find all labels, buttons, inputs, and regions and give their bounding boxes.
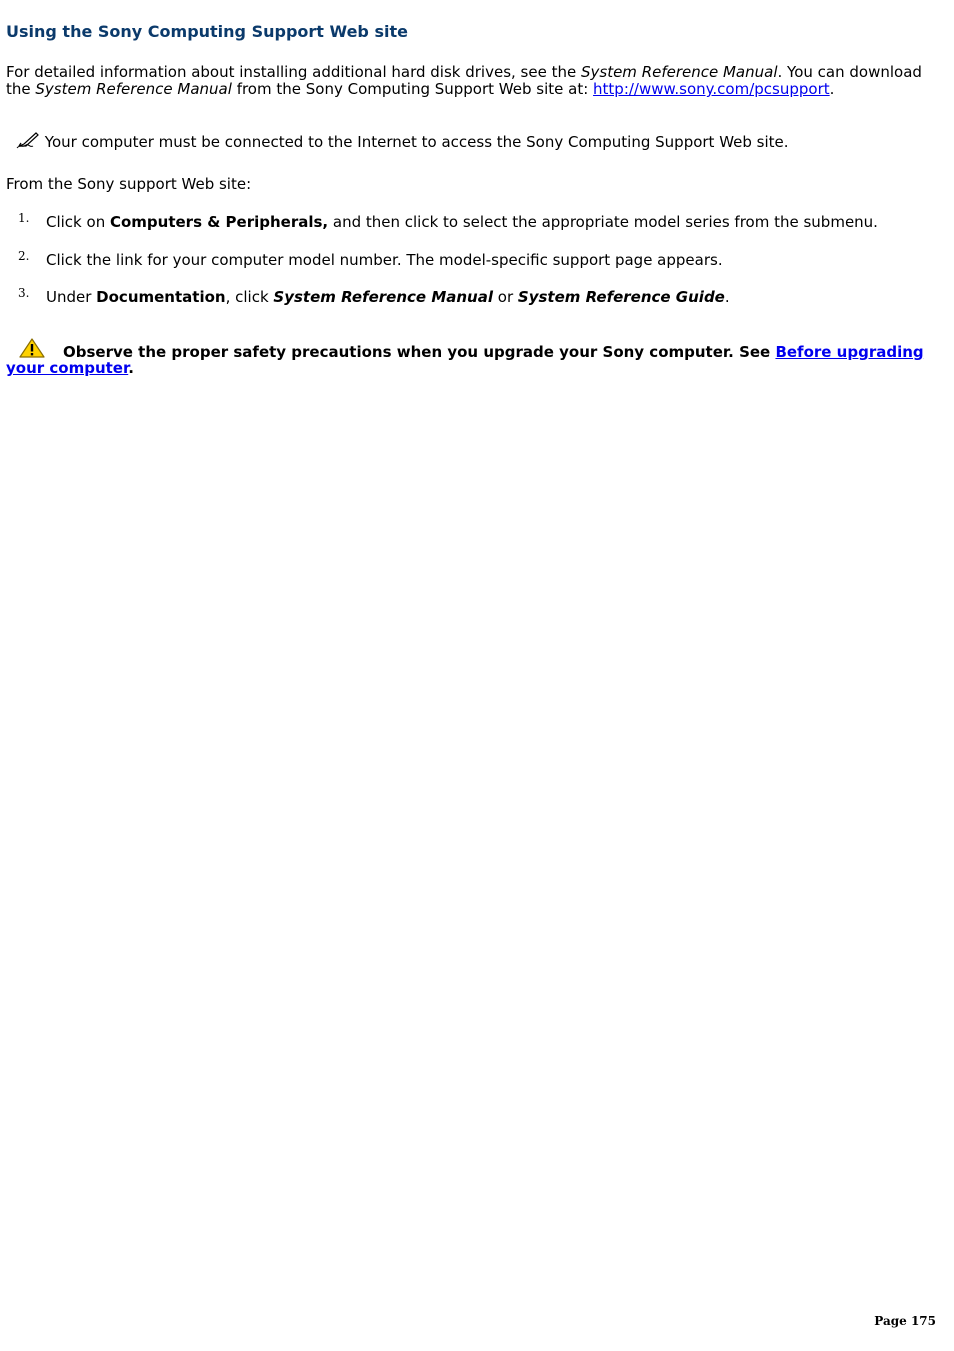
list-item: [6, 250, 936, 288]
warning-end: .: [128, 359, 134, 377]
note-pencil-icon: [16, 131, 40, 149]
intro-text-2: . You can download the: [6, 63, 922, 98]
note: [16, 131, 936, 151]
intro-text-4: .: [829, 80, 835, 98]
list-item: [6, 287, 936, 325]
steps-list: [6, 212, 936, 325]
system-reference-guide-label: System Reference Guide: [517, 288, 725, 306]
intro-text-1: For detailed information about installing additional hard disk drives, see the: [6, 63, 581, 81]
documentation-label: Documentation: [96, 288, 226, 306]
from-support-site-text: From the Sony support Web site:: [6, 175, 252, 193]
step-text: [46, 214, 878, 231]
page-title: Using the Sony Computing Support Web site: [6, 22, 408, 41]
system-reference-manual-label: System Reference Manual: [273, 288, 493, 306]
step-number: 3.: [18, 286, 30, 300]
intro-paragraph: [6, 64, 936, 98]
support-url-link[interactable]: http://www.sony.com/pcsupport: [593, 80, 830, 98]
step-text-part: Click on: [46, 213, 110, 231]
step-text: [46, 289, 730, 306]
warning-text: Observe the proper safety precautions when you upgrade your Sony computer. See: [63, 343, 776, 361]
step-text-part: and then click to select the appropriate model series from the submenu.: [328, 213, 878, 231]
before-upgrading-link[interactable]: Before upgrading your computer: [6, 343, 924, 377]
note-text: Your computer must be connected to the Internet to access the Sony Computing Support Web site.: [44, 133, 789, 151]
manual-name-2: System Reference Manual: [35, 80, 232, 98]
step-text-part: or: [493, 288, 518, 306]
step-text-part: .: [724, 288, 730, 306]
manual-name-1: System Reference Manual: [580, 63, 778, 81]
list-item: [6, 212, 936, 250]
step-text: Click the link for your computer model number. The model-specific support page appears.: [46, 250, 723, 269]
step-text-part: Under: [46, 288, 97, 306]
step-number: 2.: [18, 248, 30, 263]
warning-triangle-icon: [18, 337, 46, 359]
step-text-part: , click: [225, 288, 274, 306]
page-number: Page 175: [874, 1314, 936, 1328]
warning: [6, 337, 936, 376]
computers-peripherals-label: Computers & Peripherals,: [109, 213, 329, 231]
intro-text-3: from the Sony Computing Support Web site at:: [231, 80, 594, 98]
step-number: 1.: [18, 211, 30, 225]
